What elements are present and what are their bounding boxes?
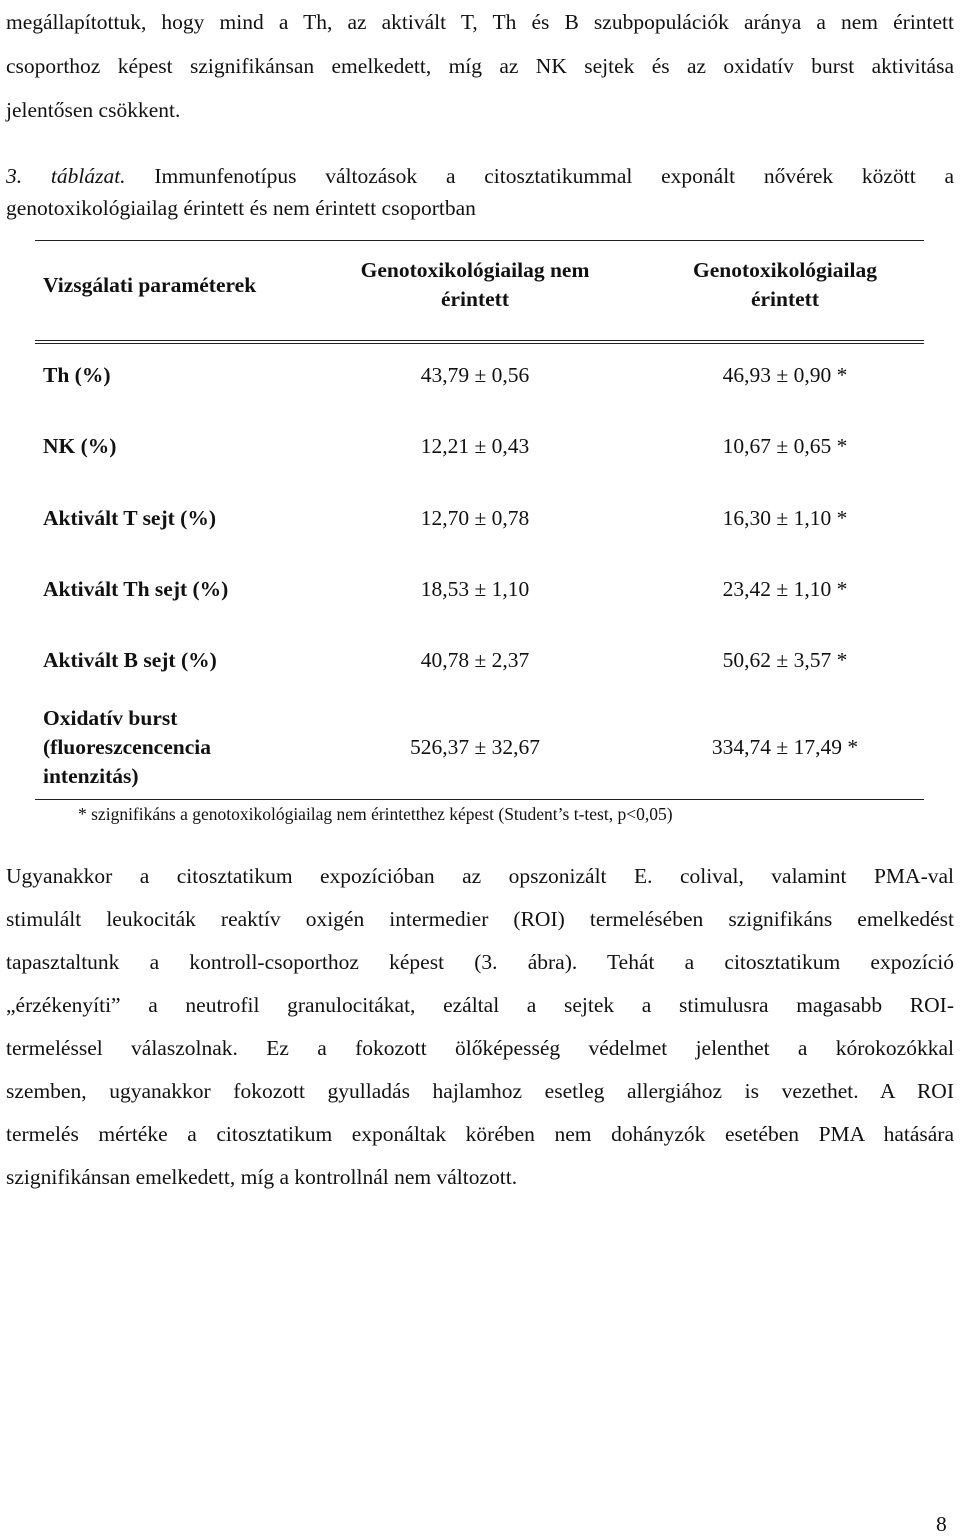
row-value-col1: 40,78 ± 2,37 [420,648,530,672]
table-caption [6,160,954,224]
row-label: Aktivált Th sejt (%) [43,577,229,601]
row-value-col1: 43,79 ± 0,56 [420,363,530,387]
row-label: Aktivált T sejt (%) [43,506,216,530]
row-value-col1: 12,21 ± 0,43 [420,434,530,458]
body-paragraph [6,855,954,1199]
body-line: tapasztaltunk a kontroll-csoporthoz képest (3. ábra). Tehát a citosztatikum expozíció [6,950,954,974]
header-col1-line2: érintett [440,287,510,311]
row-label-line: Oxidatív burst [43,706,178,730]
row-value-col2: 10,67 ± 0,65 * [722,434,848,458]
table-top-rule [35,240,924,241]
page-number: 8 [936,1512,947,1536]
row-label-multiline [43,704,211,791]
body-line: „érzékenyíti” a neutrofil granulocitákat, ezáltal a sejtek a stimulusra magasabb ROI- [6,993,954,1017]
intro-line: jelentősen csökkent. [6,98,181,122]
row-label: NK (%) [43,434,117,458]
row-value-col2: 334,74 ± 17,49 * [711,735,859,759]
caption-line: genotoxikológiailag érintett és nem érintett csoportban [6,196,476,220]
header-col1 [335,256,615,314]
header-col2 [650,256,920,314]
row-value-col1: 526,37 ± 32,67 [409,735,541,759]
table-bottom-rule [35,799,924,800]
caption-label: 3. táblázat. [6,164,126,188]
body-line: szignifikánsan emelkedett, míg a kontrollnál nem változott. [6,1165,518,1189]
body-line: szemben, ugyanakkor fokozott gyulladás hajlamhoz esetleg allergiához is vezethet. A ROI [6,1079,954,1103]
caption-text: Immunfenotípus változások a citosztatikummal exponált nővérek között a [125,164,954,188]
row-value-col2: 16,30 ± 1,10 * [722,506,848,530]
row-value-col2: 23,42 ± 1,10 * [722,577,848,601]
intro-line: csoporthoz képest szignifikánsan emelkedett, míg az NK sejtek és az oxidatív burst aktivitása [6,54,954,78]
body-line: stimulált leukociták reaktív oxigén intermedier (ROI) termelésében szignifikáns emelkedést [6,907,954,931]
row-value-col1: 12,70 ± 0,78 [420,506,530,530]
header-col2-line1: Genotoxikológiailag [693,258,877,282]
row-label: Th (%) [43,363,111,387]
header-param: Vizsgálati paraméterek [43,273,257,297]
body-line: termelés mértéke a citosztatikum exponáltak körében nem dohányzók esetében PMA hatására [6,1122,954,1146]
row-value-col2: 46,93 ± 0,90 * [722,363,848,387]
row-label-line: (fluoreszcencencia [43,735,211,759]
body-line: Ugyanakkor a citosztatikum expozícióban az opszonizált E. colival, valamint PMA-val [6,864,954,888]
intro-paragraph [6,0,954,132]
row-value-col2: 50,62 ± 3,57 * [722,648,848,672]
header-col1-line1: Genotoxikológiailag nem [360,258,590,282]
row-value-col1: 18,53 ± 1,10 [420,577,530,601]
row-label-line: intenzitás) [43,764,139,788]
header-col2-line2: érintett [750,287,820,311]
caption-line [6,160,954,192]
intro-line: megállapítottuk, hogy mind a Th, az aktivált T, Th és B szubpopulációk aránya a nem érintett [6,10,954,34]
table-footnote: * szignifikáns a genotoxikológiailag nem érintetthez képest (Student’s t-test, p<0,05) [78,804,673,824]
body-line: termeléssel válaszolnak. Ez a fokozott ölőképesség védelmet jelenthet a kórokozókkal [6,1036,954,1060]
row-label: Aktivált B sejt (%) [43,648,217,672]
table-header-rule [35,340,924,344]
